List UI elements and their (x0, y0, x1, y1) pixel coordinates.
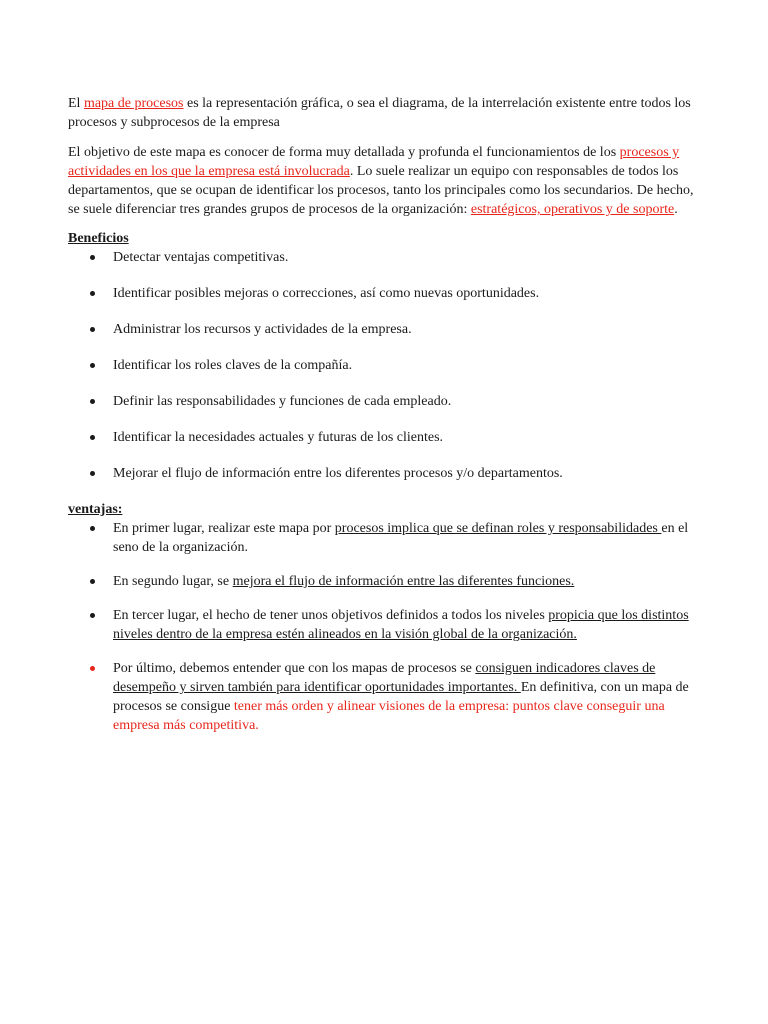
link-procesos-y-actividades[interactable]: procesos y actividades en los que la empresa está involucrada (68, 145, 680, 179)
text-run: El (68, 96, 84, 111)
highlighted-red-text: tener más orden y alinear visiones de la empresa: puntos clave conseguir una empresa más competitiva. (113, 699, 665, 733)
bullet-icon (90, 255, 95, 260)
list-item (68, 606, 713, 644)
list-item (68, 464, 713, 483)
intro-paragraph-2 (68, 143, 708, 219)
list-item (68, 248, 713, 267)
list-item (68, 356, 713, 375)
bullet-icon (90, 579, 95, 584)
bullet-icon (90, 291, 95, 296)
bullet-icon (90, 399, 95, 404)
bullet-icon (90, 526, 95, 531)
text-run: es la representación gráfica, o sea el diagrama, de la interrelación existente entre todos los procesos y subprocesos de la empresa (68, 96, 691, 130)
bullet-icon (90, 471, 95, 476)
list-item (68, 519, 713, 557)
beneficios-list (68, 248, 708, 483)
underlined-text: propicia que los distintos niveles dentro de la empresa estén alineados en la visión global de la organización. (113, 608, 689, 642)
list-item (68, 428, 713, 447)
bullet-icon (90, 666, 95, 671)
text-run: . (674, 202, 678, 217)
text-run: En segundo lugar, se (113, 574, 233, 589)
list-item-text: Mejorar el flujo de información entre los diferentes procesos y/o departamentos. (113, 466, 563, 481)
underlined-text: consiguen indicadores claves de desempeño y sirven también para identificar oportunidades importantes. (113, 661, 656, 695)
list-item-text: Administrar los recursos y actividades de la empresa. (113, 322, 412, 337)
underlined-text: mejora el flujo de información entre las diferentes funciones. (232, 574, 575, 589)
text-run: en el seno de la organización. (113, 521, 689, 555)
text-run: . Lo suele realizar un equipo con responsables de todos los departamentos, que se ocupan de identificar los procesos, tanto los principales como los secundarios. De hecho, se suele diferenciar tres grandes grupos de procesos de la organización: (68, 164, 694, 217)
bullet-icon (90, 327, 95, 332)
bullet-icon (90, 613, 95, 618)
link-mapa-de-procesos[interactable]: mapa de procesos (83, 96, 184, 111)
list-item-text: Identificar posibles mejoras o correcciones, así como nuevas oportunidades. (113, 286, 540, 301)
text-run: En definitiva, con un mapa de procesos se consigue (113, 680, 689, 714)
list-item (68, 320, 713, 339)
list-item-text: Detectar ventajas competitivas. (113, 250, 289, 265)
list-item-text: Identificar la necesidades actuales y futuras de los clientes. (113, 430, 444, 445)
bullet-icon (90, 363, 95, 368)
heading-ventajas: ventajas: (68, 502, 123, 517)
list-item-text: Identificar los roles claves de la compañía. (113, 358, 353, 373)
list-item (68, 659, 713, 735)
intro-paragraph-1 (68, 94, 708, 132)
link-grupos-de-procesos[interactable]: estratégicos, operativos y de soporte (470, 202, 675, 217)
list-item (68, 284, 713, 303)
list-item-text: Definir las responsabilidades y funciones de cada empleado. (113, 394, 452, 409)
text-run: El objetivo de este mapa es conocer de forma muy detallada y profunda el funcionamientos de los (68, 145, 620, 160)
text-run: En primer lugar, realizar este mapa por (113, 521, 335, 536)
underlined-text: procesos implica que se definan roles y responsabilidades (334, 521, 662, 536)
text-run: Por último, debemos entender que con los mapas de procesos se (113, 661, 476, 676)
text-run: En tercer lugar, el hecho de tener unos objetivos definidos a todos los niveles (113, 608, 549, 623)
list-item (68, 572, 713, 591)
heading-beneficios: Beneficios (68, 231, 129, 246)
ventajas-list (68, 519, 708, 735)
bullet-icon (90, 435, 95, 440)
list-item (68, 392, 713, 411)
